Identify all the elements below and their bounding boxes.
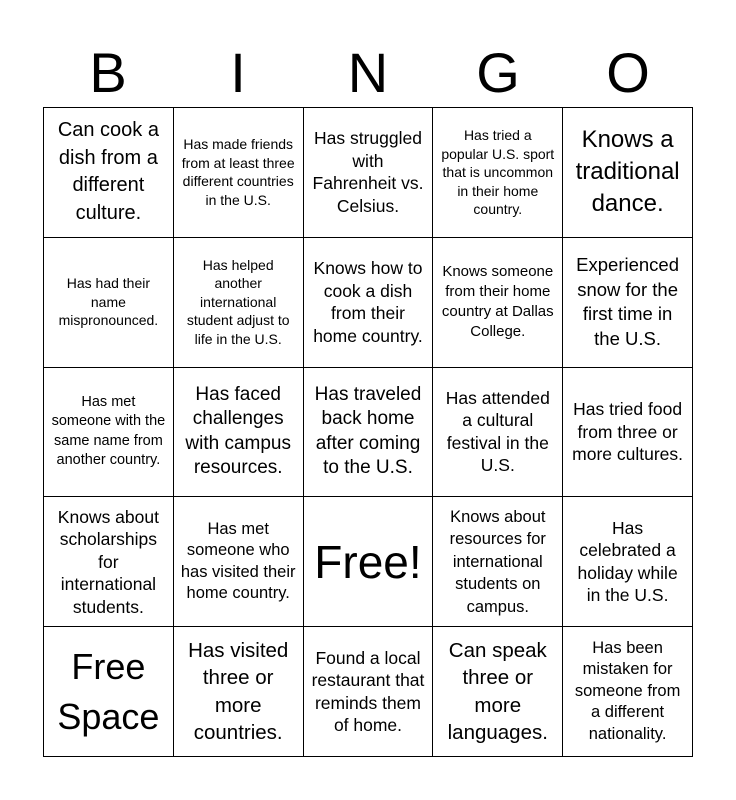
bingo-cell[interactable]: Has had their name mispronounced. — [44, 238, 174, 368]
bingo-cell[interactable]: Has struggled with Fahrenheit vs. Celsius. — [304, 108, 434, 238]
bingo-cell[interactable]: Has celebrated a holiday while in the U.S. — [563, 497, 693, 627]
bingo-cell[interactable]: Knows how to cook a dish from their home country. — [304, 238, 434, 368]
bingo-header — [43, 40, 693, 106]
bingo-cell[interactable]: Knows a traditional dance. — [563, 108, 693, 238]
bingo-cell[interactable]: Has met someone who has visited their home country. — [174, 497, 304, 627]
header-letter-o: O — [606, 41, 650, 104]
free-cell[interactable]: Free! — [304, 497, 434, 627]
header-letter-i: I — [230, 41, 246, 104]
bingo-grid — [43, 107, 693, 757]
bingo-cell[interactable]: Has faced challenges with campus resources. — [174, 368, 304, 498]
header-letter-b: B — [89, 41, 127, 104]
bingo-cell[interactable]: Can speak three or more languages. — [433, 627, 563, 757]
bingo-cell[interactable]: Experienced snow for the first time in the U.S. — [563, 238, 693, 368]
bingo-cell[interactable]: Can cook a dish from a different culture. — [44, 108, 174, 238]
header-letter-g: G — [476, 41, 520, 104]
bingo-cell[interactable]: Has tried food from three or more cultures. — [563, 368, 693, 498]
bingo-cell[interactable]: Has visited three or more countries. — [174, 627, 304, 757]
bingo-cell[interactable]: Has traveled back home after coming to the U.S. — [304, 368, 434, 498]
bingo-cell[interactable]: Has tried a popular U.S. sport that is uncommon in their home country. — [433, 108, 563, 238]
bingo-cell[interactable]: Knows about resources for international students on campus. — [433, 497, 563, 627]
bingo-cell[interactable]: Has helped another international student adjust to life in the U.S. — [174, 238, 304, 368]
bingo-cell[interactable]: Has attended a cultural festival in the U.S. — [433, 368, 563, 498]
bingo-cell[interactable]: Has been mistaken for someone from a different nationality. — [563, 627, 693, 757]
bingo-cell[interactable]: Knows about scholarships for international students. — [44, 497, 174, 627]
bingo-cell[interactable]: Found a local restaurant that reminds them of home. — [304, 627, 434, 757]
header-letter-n: N — [347, 41, 389, 104]
free-space-cell[interactable]: Free Space — [44, 627, 174, 757]
bingo-cell[interactable]: Has met someone with the same name from another country. — [44, 368, 174, 498]
bingo-cell[interactable]: Has made friends from at least three different countries in the U.S. — [174, 108, 304, 238]
bingo-cell[interactable]: Knows someone from their home country at Dallas College. — [433, 238, 563, 368]
